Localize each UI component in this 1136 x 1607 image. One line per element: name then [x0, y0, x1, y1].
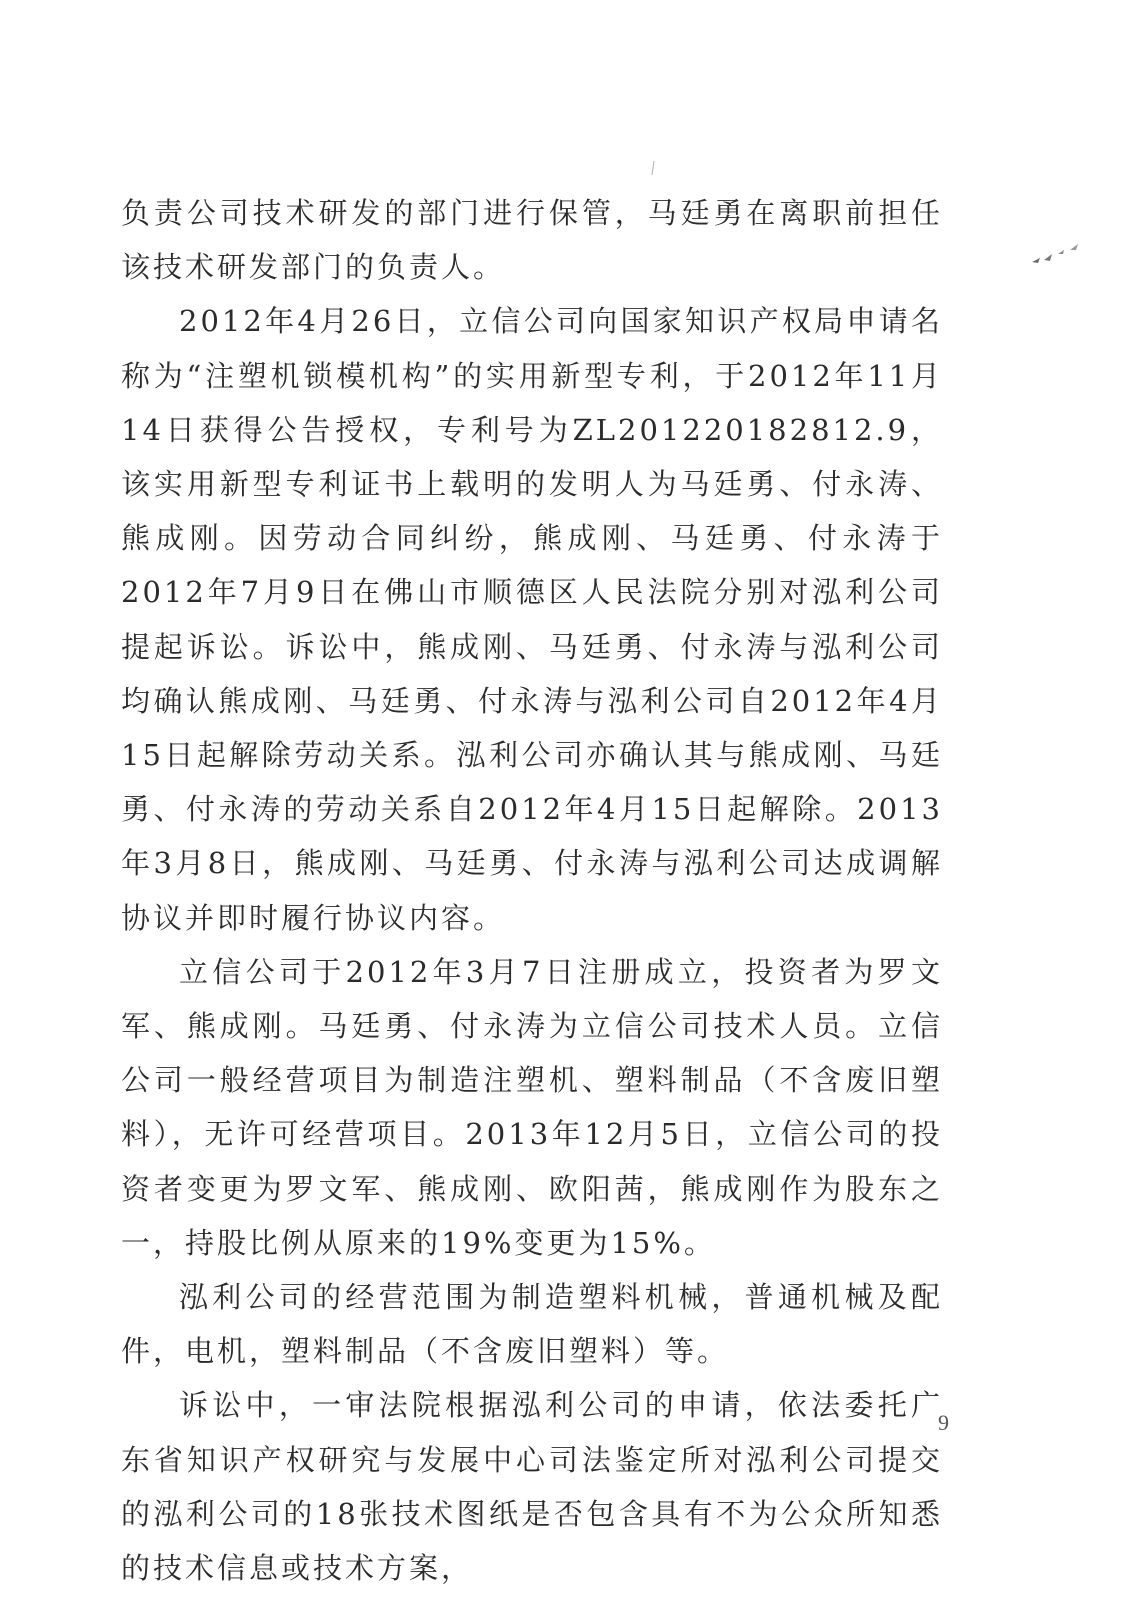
paragraph-4: 泓利公司的经营范围为制造塑料机械，普通机械及配件，电机，塑料制品（不含废旧塑料）等。 [121, 1280, 943, 1369]
scan-speck-mark [650, 160, 656, 176]
paragraph-3: 立信公司于2012年3月7日注册成立，投资者为罗文军、熊成刚。马廷勇、付永涛为立信公司技术人员。立信公司一般经营项目为制造注塑机、塑料制品（不含废旧塑料），无许可经营项目。2013年12月5日，立信公司的投资者变更为罗文军、熊成刚、欧阳茜，熊成刚作为股东之一，持股比例从原来的19%变更为15%。 [121, 954, 943, 1260]
document-body [121, 186, 943, 1595]
scan-speck-mark [1030, 232, 1100, 268]
paragraph-5: 诉讼中，一审法院根据泓利公司的申请，依法委托广东省知识产权研究与发展中心司法鉴定所对泓利公司提交的泓利公司的18张技术图纸是否包含具有不为公众所知悉的技术信息或技术方案， [121, 1388, 943, 1586]
page-number: 9 [938, 1410, 949, 1435]
paragraph-2: 2012年4月26日，立信公司向国家知识产权局申请名称为“注塑机锁模机构”的实用新型专利，于2012年11月14日获得公告授权，专利号为ZL201220182812.9，该实用新型专利证书上载明的发明人为马廷勇、付永涛、熊成刚。因劳动合同纠纷，熊成刚、马廷勇、付永涛于2012年7月9日在佛山市顺德区人民法院分别对泓利公司提起诉讼。诉讼中，熊成刚、马廷勇、付永涛与泓利公司均确认熊成刚、马廷勇、付永涛与泓利公司自2012年4月15日起解除劳动关系。泓利公司亦确认其与熊成刚、马廷勇、付永涛的劳动关系自2012年4月15日起解除。2013年3月8日，熊成刚、马廷勇、付永涛与泓利公司达成调解协议并即时履行协议内容。 [121, 304, 943, 935]
paragraph-1: 负责公司技术研发的部门进行保管，马廷勇在离职前担任该技术研发部门的负责人。 [121, 196, 943, 285]
